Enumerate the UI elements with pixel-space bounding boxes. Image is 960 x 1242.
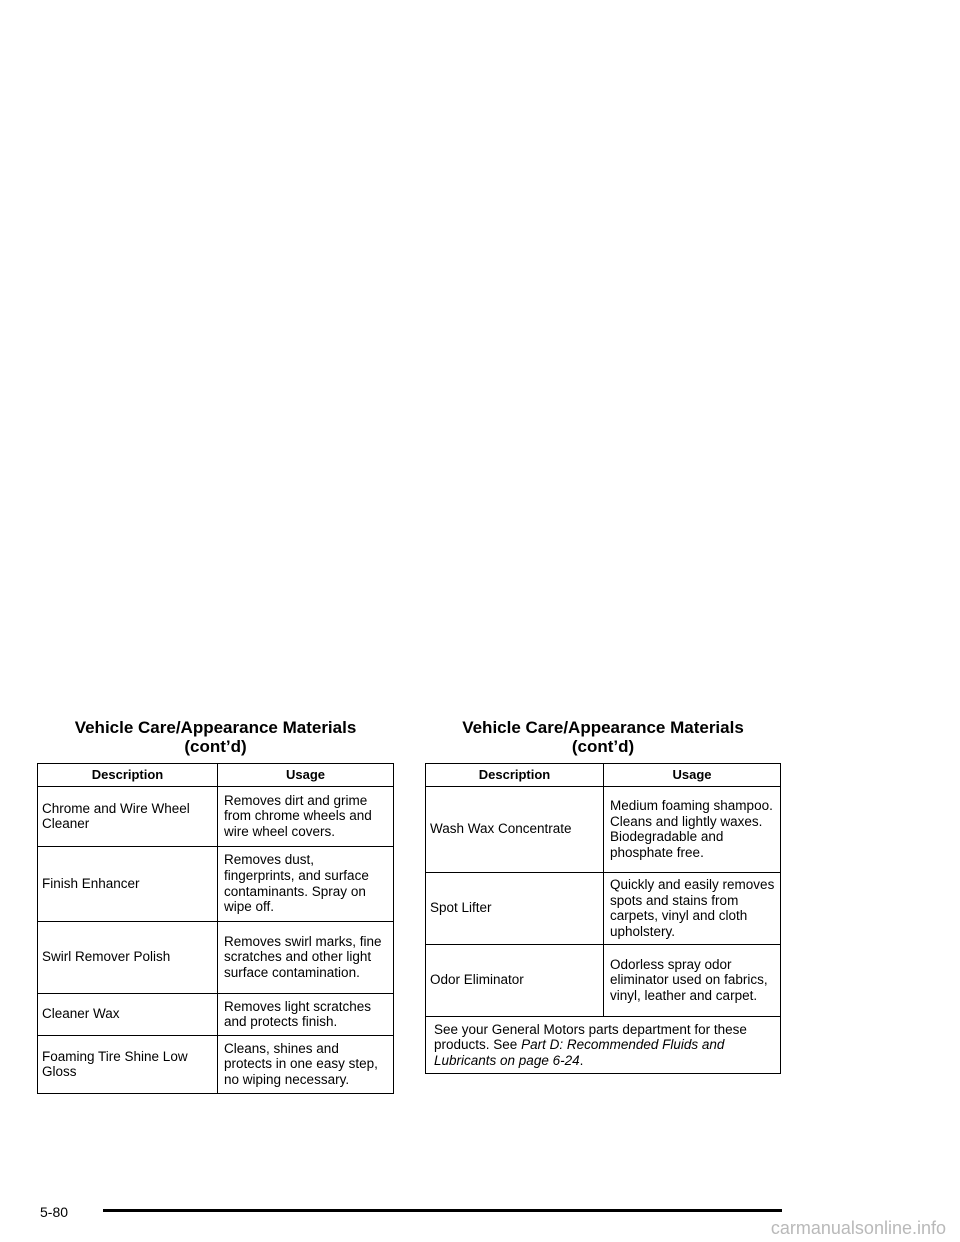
table-note-row — [426, 1016, 781, 1074]
table-row — [426, 944, 781, 1016]
usage-cell: Medium foaming shampoo. Cleans and lightly waxes. Biodegradable and phosphate free. — [604, 786, 781, 872]
description-cell: Finish Enhancer — [38, 846, 218, 921]
description-cell: Chrome and Wire Wheel Cleaner — [38, 786, 218, 846]
left-table-title: Vehicle Care/Appearance Materials (cont’d) — [74, 718, 357, 756]
left-materials-table — [37, 763, 394, 1094]
table-row — [38, 846, 394, 921]
right-table-section — [425, 718, 781, 1074]
table-header-row — [38, 764, 394, 787]
table-row — [426, 872, 781, 944]
table-row — [426, 786, 781, 872]
page-number: 5-80 — [40, 1204, 69, 1220]
table-row — [38, 921, 394, 993]
table-header-row — [426, 764, 781, 787]
usage-cell: Removes swirl marks, fine scratches and other light surface contamination. — [218, 921, 394, 993]
table-row — [38, 993, 394, 1035]
usage-cell: Removes light scratches and protects finish. — [218, 993, 394, 1035]
usage-cell: Removes dust, fingerprints, and surface contaminants. Spray on wipe off. — [218, 846, 394, 921]
description-cell: Spot Lifter — [426, 872, 604, 944]
column-header-description: Description — [38, 764, 218, 787]
description-cell: Foaming Tire Shine Low Gloss — [38, 1035, 218, 1093]
footer-rule — [103, 1209, 782, 1212]
usage-cell: Removes dirt and grime from chrome wheels and wire wheel covers. — [218, 786, 394, 846]
description-cell: Odor Eliminator — [426, 944, 604, 1016]
description-cell: Cleaner Wax — [38, 993, 218, 1035]
parts-department-note: See your General Motors parts department for these products. See Part D: Recommended Fluids and Lubricants on page 6-24. — [426, 1016, 781, 1074]
watermark: carmanualsonline.info — [770, 1218, 946, 1238]
usage-cell: Cleans, shines and protects in one easy step, no wiping necessary. — [218, 1035, 394, 1093]
column-header-usage: Usage — [604, 764, 781, 787]
right-materials-table — [425, 763, 781, 1074]
table-row — [38, 786, 394, 846]
description-cell: Wash Wax Concentrate — [426, 786, 604, 872]
column-header-description: Description — [426, 764, 604, 787]
description-cell: Swirl Remover Polish — [38, 921, 218, 993]
column-header-usage: Usage — [218, 764, 394, 787]
usage-cell: Odorless spray odor eliminator used on fabrics, vinyl, leather and carpet. — [604, 944, 781, 1016]
left-table-section — [37, 718, 394, 1094]
recommended-fluids-reference[interactable]: Part D: Recommended Fluids and Lubricants on page 6-24 — [434, 1037, 725, 1068]
table-row — [38, 1035, 394, 1093]
usage-cell: Quickly and easily removes spots and stains from carpets, vinyl and cloth upholstery. — [604, 872, 781, 944]
right-table-title: Vehicle Care/Appearance Materials (cont’d) — [462, 718, 744, 756]
